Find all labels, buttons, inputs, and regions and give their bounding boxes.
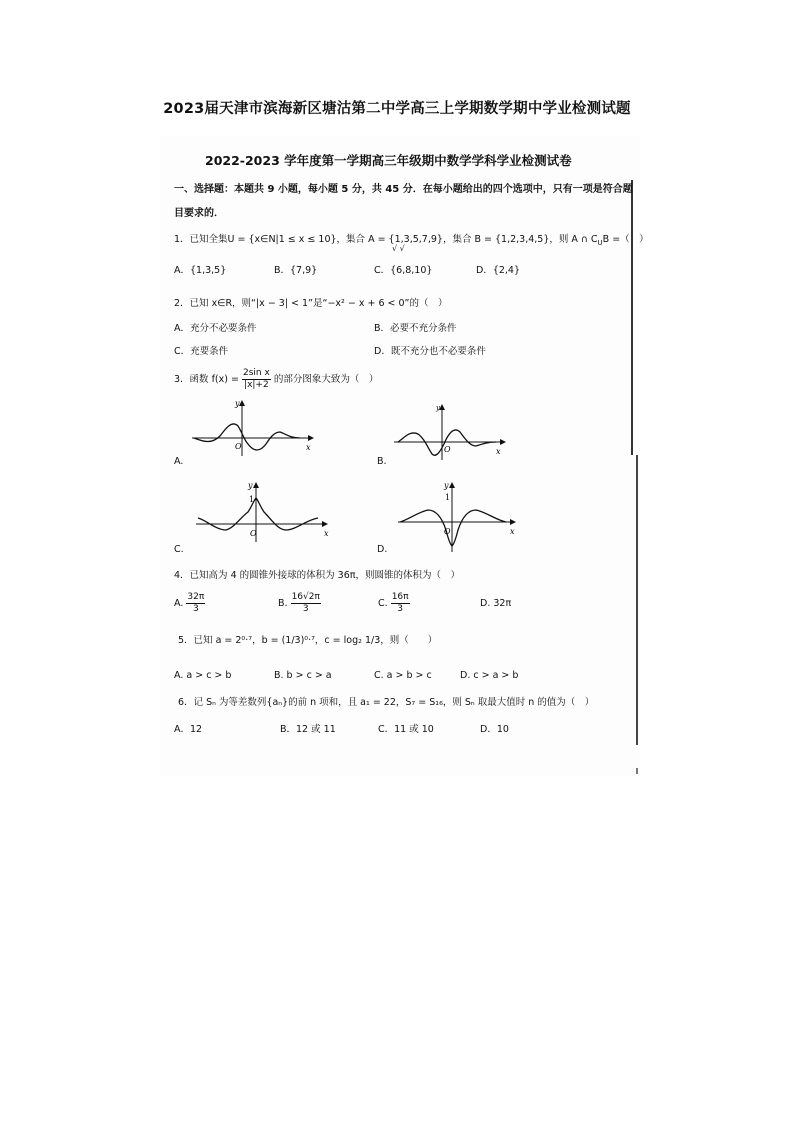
axis-label-x: x [496,447,501,456]
graph-option-c-label: C. [174,544,184,555]
paper-title: 2022-2023 学年度第一学期高三年级期中数学学科学业检测试卷 [205,153,572,168]
question-2-option-d: D．既不充分也不必要条件 [374,346,486,357]
question-5-stem: 5．已知 a = 2⁰·⁷，b = (1/3)⁰·⁷，c = log₂ 1/3，则（ ） [178,635,438,646]
question-1-stem: 1．已知全集U = {x∈N|1 ≤ x ≤ 10}，集合 A = {1,3,5,7,9}，集合 B = {1,2,3,4,5}，则 A ∩ $C_UB$ =（ ） [174,234,649,247]
graph-option-d [396,478,522,553]
question-1-option-d: D．{2,4} [476,265,521,276]
question-4-stem: 4．已知高为 4 的圆锥外接球的体积为 36π，则圆锥的体积为（ ） [174,570,460,581]
scan-edge-mark [636,768,638,774]
graph-option-c [194,478,334,543]
scan-edge-line [631,180,633,455]
scan-edge-line [636,455,638,745]
section-heading: 一、选择题：本题共 9 小题，每小题 5 分，共 45 分．在每小题给出的四个选项中，只有一项是符合题 [174,184,633,195]
question-2-stem: 2．已知 x∈R，则“|x − 3| < 1”是“−x² − x + 6 < 0”的（ ） [174,298,448,309]
question-5-option-c: C. a > b > c [374,670,432,681]
question-4-option-c: C. $\frac{16\pi}{3}$ [378,592,409,614]
question-6-stem: 6．记 Sₙ 为等差数列{aₙ}的前 n 项和，且 a₁ = 22，S₇ = S₁₆，则 Sₙ 取最大值时 n 的值为（ ） [178,697,595,708]
graph-option-a [190,398,320,458]
function-fraction: $\frac{\text{2sin x}}{|x|+2}$ [242,368,270,390]
axis-label-y: y [436,404,440,412]
graph-option-b-label: B. [377,456,387,467]
question-1-option-a: A．{1,3,5} [174,265,227,276]
question-6-option-c: C．11 或 10 [378,724,434,735]
section-heading-cont: 目要求的． [174,208,224,219]
origin-label: O [444,445,451,454]
axis-label-x: x [510,527,515,536]
axis-label-x: x [324,529,329,538]
question-2-option-a: A．充分不必要条件 [174,323,257,334]
question-4-option-a: A. $\frac{32\pi}{3}$ [174,592,205,614]
question-6-option-b: B．12 或 11 [280,724,336,735]
graph-option-b [392,402,512,462]
question-2-option-c: C．充要条件 [174,346,229,357]
axis-label-y: y [444,481,449,490]
tick-label-one: 1 [445,493,451,502]
question-4-option-d: D. 32π [480,598,512,609]
handwritten-checkmarks: √ √ [392,244,405,253]
axis-label-y: y [235,399,240,408]
question-1-option-c: C．{6,8,10} [374,265,433,276]
question-5-option-d: D. c > a > b [460,670,519,681]
question-5-option-b: B. b > c > a [274,670,332,681]
origin-label: O [444,527,451,536]
question-5-option-a: A. a > c > b [174,670,232,681]
axis-label-x: x [306,443,311,452]
question-6-option-a: A．12 [174,724,203,735]
question-2-option-b: B．必要不充分条件 [374,323,457,334]
graph-option-a-label: A. [174,456,184,467]
origin-label: O [250,529,257,538]
question-3-stem: 3．函数 f(x) = $\frac{\text{2sin x}}{|x|+2}$ 的部分图象大致为（ ） [174,368,379,390]
question-6-option-d: D．10 [480,724,509,735]
axis-label-y: y [248,481,253,490]
tick-label-one: 1 [249,495,255,504]
origin-label: O [235,442,242,451]
question-4-option-b: B. $\frac{16√2\pi}{3}$ [278,592,320,614]
question-1-option-b: B．{7,9} [274,265,318,276]
graph-option-d-label: D. [377,544,388,555]
page-header-title: 2023届天津市滨海新区塘沽第二中学高三上学期数学期中学业检测试题 [163,101,631,117]
